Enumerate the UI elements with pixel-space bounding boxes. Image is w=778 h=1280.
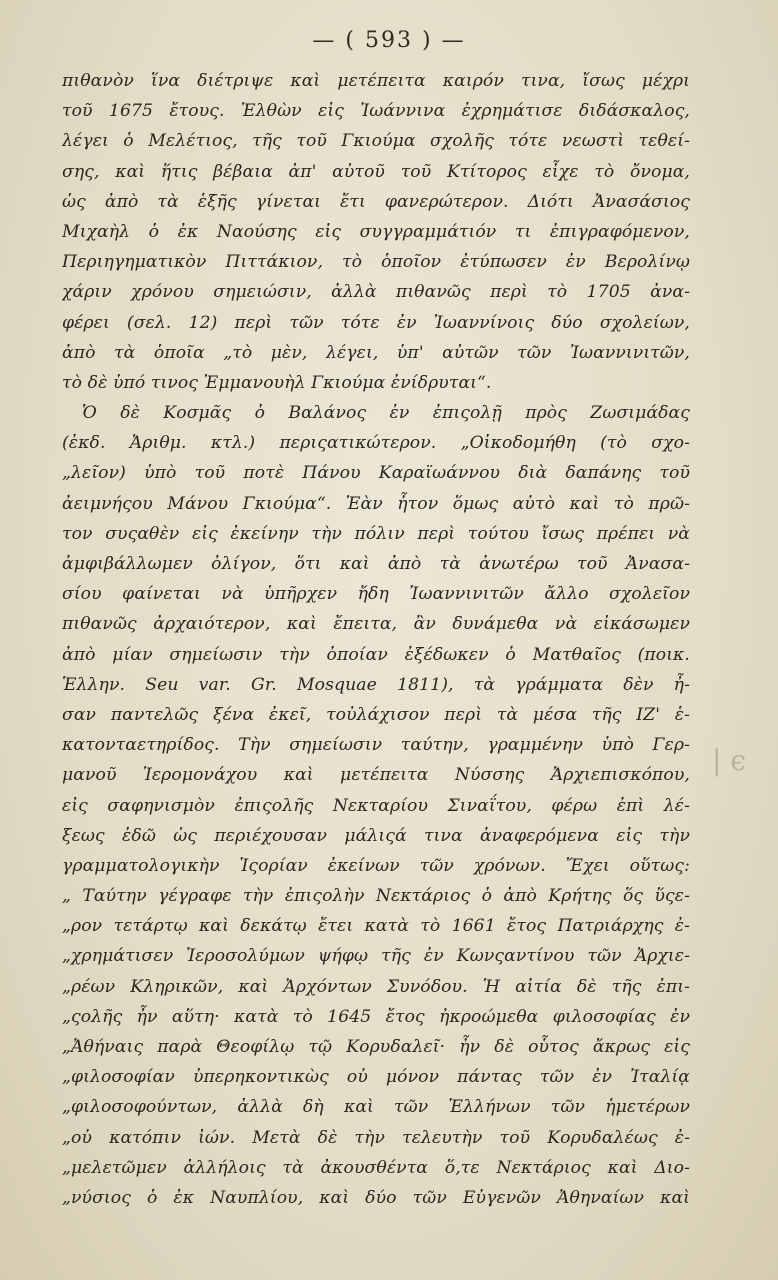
body-text	[62, 66, 690, 1213]
text-line: „λεῖον) ὑπὸ τοῦ ποτὲ Πάνου Καραϊωάννου διὰ δαπάνης τοῦ	[62, 463, 690, 484]
text-line: Ἑλλην. Seu var. Gr. Mosquae 1811), τὰ γράμματα δὲν ἦ-	[62, 674, 690, 695]
page-number-header: — ( 593 ) —	[312, 28, 466, 53]
quote-line: „ςολῆς ἦν αὕτη· κατὰ τὸ 1645 ἔτος ἠκροώμεθα φιλοσοφίας ἐν	[62, 1006, 690, 1027]
text-line: ἀπὸ τὰ ὁποῖα „τὸ μὲν, λέγει, ὑπ' αὐτῶν τῶν Ἰωαννινιτῶν,	[62, 342, 690, 363]
text-line: ἀμφιβάλλωμεν ὀλίγον, ὅτι καὶ ἀπὸ τὰ ἀνωτέρω τοῦ Ἀνασα-	[62, 554, 690, 574]
text-line: (ἐκδ. Ἀριθμ. κτλ.) περιςατικώτερον. „Οἰκοδομήθη (τὸ σχο-	[62, 433, 690, 454]
text-line: σαν παντελῶς ξένα ἐκεῖ, τοὐλάχισον περὶ τὰ μέσα τῆς ΙΖ' ἑ-	[62, 704, 690, 725]
quote-line: „οὐ κατόπιν ἰών. Μετὰ δὲ τὴν τελευτὴν τοῦ Κορυδαλέως ἐ-	[62, 1127, 690, 1148]
text-line: χάριν χρόνου σημειώσιν, ἀλλὰ πιθανῶς περὶ τὸ 1705 ἀνα-	[62, 282, 690, 303]
quote-line: „Ἀθήναις παρὰ Θεοφίλῳ τῷ Κορυδαλεῖ· ἦν δὲ οὗτος ἄκρως εἰς	[62, 1037, 690, 1057]
paragraph-start-line: Ὁ δὲ Κοσμᾶς ὁ Βαλάνος ἐν ἐπιςολῇ πρὸς Ζωσιμάδας	[82, 403, 690, 424]
text-line: ὡς ἀπὸ τὰ ἑξῆς γίνεται ἔτι φανερώτερον. Διότι Ἀνασάσιος	[62, 191, 690, 212]
text-line: τὸ δὲ ὑπό τινος Ἐμμανουὴλ Γκιούμα ἐνίδρυται“.	[62, 372, 492, 393]
text-line: τον συςαθὲν εἰς ἐκείνην τὴν πόλιν περὶ τούτου ἴσως πρέπει νὰ	[62, 523, 690, 544]
text-line: λέγει ὁ Μελέτιος, τῆς τοῦ Γκιούμα σχολῆς τότε νεωστὶ τεθεί-	[62, 131, 690, 152]
text-line: μανοῦ Ἱερομονάχου καὶ μετέπειτα Νύσσης Ἀρχιεπισκόπου,	[62, 765, 690, 786]
text-line: πιθανῶς ἀρχαιότερον, καὶ ἔπειτα, ἂν δυνάμεθα νὰ εἰκάσωμεν	[62, 614, 690, 635]
text-line: τοῦ 1675 ἔτους. Ἐλθὼν εἰς Ἰωάννινα ἐχρημάτισε διδάσκαλος,	[62, 101, 690, 122]
quote-line: „χρημάτισεν Ἱεροσολύμων ψήφῳ τῆς ἐν Κωνςαντίνου τῶν Ἀρχιε-	[62, 946, 690, 967]
text-line: ἀπὸ μίαν σημείωσιν τὴν ὁποίαν ἐξέδωκεν ὁ Ματθαῖος (ποικ.	[62, 644, 690, 665]
quote-line: „ρον τετάρτῳ καὶ δεκάτῳ ἔτει κατὰ τὸ 1661 ἔτος Πατριάρχης ἐ-	[62, 916, 690, 937]
quote-line: „ Ταύτην γέγραφε τὴν ἐπιςολὴν Νεκτάριος ὁ ἀπὸ Κρήτης ὅς ὕςε-	[62, 886, 690, 907]
text-line: φέρει (σελ. 12) περὶ τῶν τότε ἐν Ἰωαννίνοις δύο σχολείων,	[62, 312, 690, 333]
text-line: εἰς σαφηνισμὸν ἐπιςολῆς Νεκταρίου Σιναΐτου, φέρω ἐπὶ λέ-	[62, 795, 690, 816]
margin-mark: | ϵ	[712, 744, 747, 777]
text-line: ξεως ἐδῶ ὡς περιέχουσαν μάλιςά τινα ἀναφερόμενα εἰς τὴν	[62, 825, 690, 846]
text-line: Περιηγηματικὸν Πιττάκιον, τὸ ὁποῖον ἐτύπωσεν ἐν Βερολίνῳ	[62, 252, 690, 273]
text-line: ἀειμνήςου Μάνου Γκιούμα“. Ἐὰν ἦτον ὅμως αὐτὸ καὶ τὸ πρῶ-	[62, 493, 690, 514]
quote-line: „φιλοσοφίαν ὑπερηκοντικὼς οὐ μόνον πάντας τῶν ἐν Ἰταλίᾳ	[62, 1067, 690, 1088]
text-line: γραμματολογικὴν Ἱςορίαν ἐκείνων τῶν χρόνων. Ἔχει οὕτως:	[62, 855, 690, 876]
text-line: Μιχαὴλ ὁ ἐκ Ναούσης εἰς συγγραμμάτιόν τι ἐπιγραφόμενον,	[62, 221, 690, 242]
quote-line: „ρέων Κληρικῶν, καὶ Ἀρχόντων Συνόδου. Ἡ αἰτία δὲ τῆς ἐπι-	[62, 976, 690, 997]
text-line: κατονταετηρίδος. Τὴν σημείωσιν ταύτην, γραμμένην ὑπὸ Γερ-	[62, 735, 690, 756]
text-line: σης, καὶ ἥτις βέβαια ἀπ' αὐτοῦ τοῦ Κτίτορος εἶχε τὸ ὄνομα,	[62, 161, 690, 182]
quote-line: „μελετῶμεν ἀλλήλοις τὰ ἀκουσθέντα ὅ,τε Νεκτάριος καὶ Διο-	[62, 1157, 690, 1178]
text-line: πιθανὸν ἵνα διέτριψε καὶ μετέπειτα καιρόν τινα, ἴσως μέχρι	[62, 71, 690, 91]
quote-line: „νύσιος ὁ ἐκ Ναυπλίου, καὶ δύο τῶν Εὐγενῶν Ἀθηναίων καὶ	[62, 1187, 690, 1208]
text-line: σίου φαίνεται νὰ ὑπῆρχεν ἤδη Ἰωαννινιτῶν ἄλλο σχολεῖον	[62, 584, 690, 605]
quote-line: „φιλοσοφούντων, ἀλλὰ δὴ καὶ τῶν Ἑλλήνων τῶν ἡμετέρων	[62, 1097, 690, 1118]
